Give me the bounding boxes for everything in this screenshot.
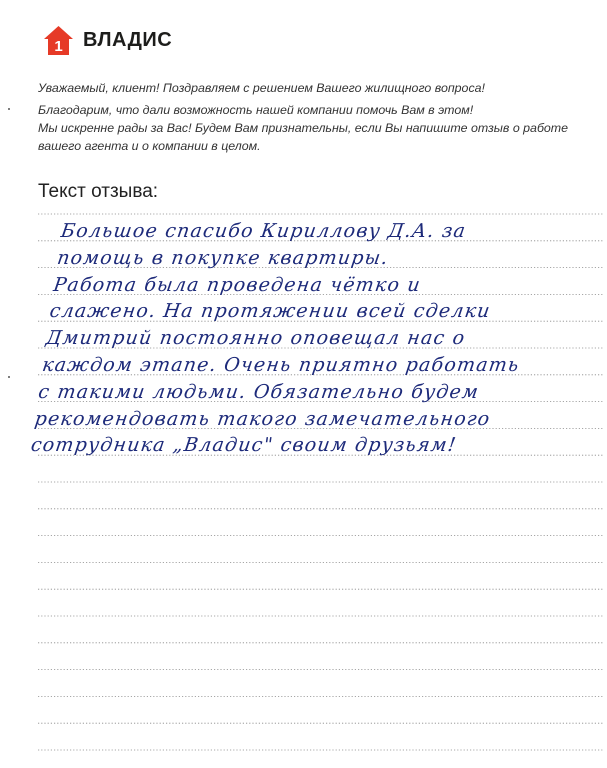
brand-name: ВЛАДИС	[83, 29, 173, 51]
intro-greeting: Уважаемый, клиент! Поздравляем с решением Вашего жилищного вопроса!	[38, 81, 485, 95]
scan-speck	[8, 376, 10, 378]
intro-request-cont: вашего агента и о компании в целом.	[38, 139, 261, 153]
scan-speck	[8, 108, 10, 110]
review-line: с такими людьми. Обязательно будем	[36, 380, 481, 403]
review-line: Большое спасибо Кириллову Д.А. за	[59, 220, 468, 242]
intro-thanks: Благодарим, что дали возможность нашей компании помочь Вам в этом!	[38, 103, 474, 117]
review-line: Работа была проведена чётко и	[52, 273, 423, 296]
review-line: сотрудника „Владис" своим друзьям!	[29, 434, 459, 457]
intro-text	[38, 79, 578, 155]
review-line: помощь в покупке квартиры.	[55, 246, 391, 269]
review-line: рекомендовать такого замечательного	[33, 407, 493, 430]
review-line: Дмитрий постоянно оповещал нас о	[44, 327, 467, 350]
intro-request: Мы искренне рады за Вас! Будем Вам признательны, если Вы напишите отзыв о работе	[38, 121, 569, 135]
brand-logo	[42, 24, 172, 57]
review-line: каждом этапе. Очень приятно работать	[40, 353, 522, 376]
house-icon	[42, 24, 75, 57]
logo-badge-number: 1	[54, 38, 63, 55]
review-text	[29, 218, 603, 459]
review-line: слажено. На протяжении всей сделки	[48, 300, 493, 323]
review-heading: Текст отзыва:	[38, 181, 159, 202]
